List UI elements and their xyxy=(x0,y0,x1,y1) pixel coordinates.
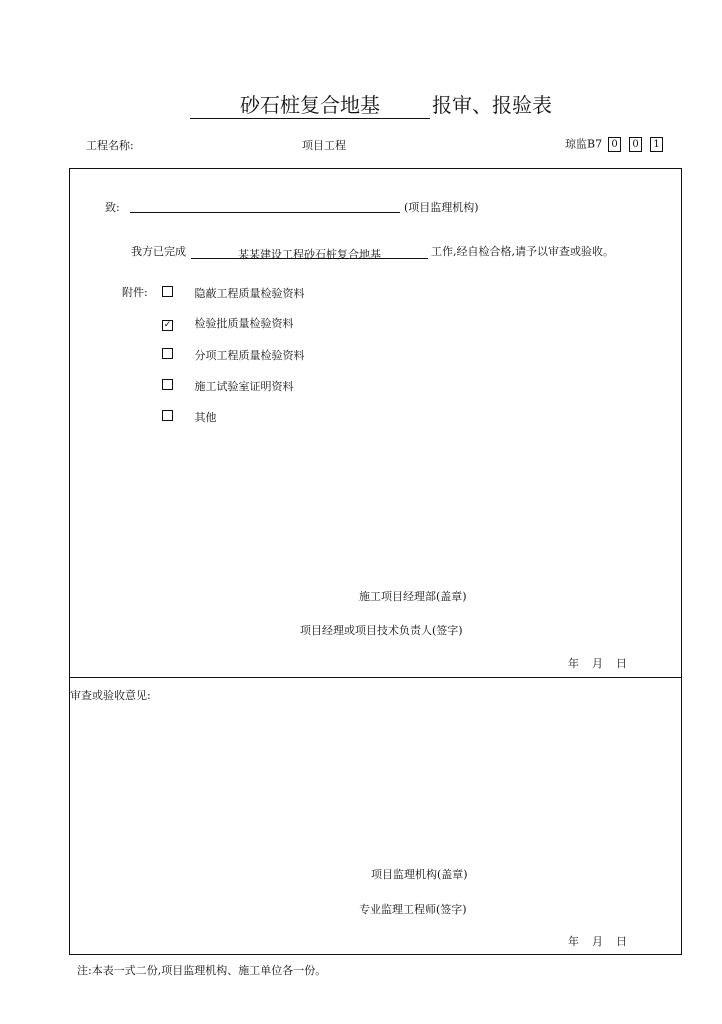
form-code-digit: 0 xyxy=(608,137,621,152)
project-name-value: 项目工程 xyxy=(302,139,346,152)
date-day: 日 xyxy=(616,935,627,948)
attachment-item[interactable] xyxy=(162,348,305,363)
attachment-item[interactable] xyxy=(162,379,294,394)
checkbox-icon[interactable] xyxy=(162,379,173,390)
project-name-label: 工程名称: xyxy=(86,139,134,152)
title-suffix: 报审、报验表 xyxy=(432,93,552,117)
checked-checkbox-icon[interactable]: ✓ xyxy=(163,320,172,330)
checkbox-icon[interactable] xyxy=(162,286,173,297)
completed-prefix: 我方已完成 xyxy=(131,245,186,258)
attachment-item[interactable] xyxy=(162,286,305,301)
attachment-label: 附件: xyxy=(122,286,148,299)
attachment-item-label: 施工试验室证明资料 xyxy=(194,380,294,393)
date-month: 月 xyxy=(592,657,603,670)
attachment-item[interactable] xyxy=(162,410,217,425)
attachment-item-label: 检验批质量检验资料 xyxy=(194,317,294,330)
section-divider xyxy=(69,677,682,678)
form-code-digit: 1 xyxy=(650,137,663,152)
footer-note: 注:本表一式二份,项目监理机构、施工单位各一份。 xyxy=(77,964,327,977)
completed-item-field[interactable] xyxy=(191,243,428,259)
to-suffix: (项目监理机构) xyxy=(404,201,479,214)
engineer-sign-label: 专业监理工程师(签字) xyxy=(359,903,467,916)
date-line xyxy=(568,935,627,949)
checkbox-icon[interactable] xyxy=(162,410,173,421)
attachment-item-label: 其他 xyxy=(194,411,217,424)
org-seal-label: 项目监理机构(盖章) xyxy=(371,868,468,881)
manager-sign-label: 项目经理或项目技术负责人(签字) xyxy=(300,624,463,637)
attachment-item[interactable] xyxy=(162,317,294,331)
date-year: 年 xyxy=(568,935,579,948)
date-day: 日 xyxy=(616,657,627,670)
title-subject-field xyxy=(190,92,430,119)
opinion-label: 审查或验收意见: xyxy=(70,689,151,702)
form-code-digit: 0 xyxy=(629,137,642,152)
date-year: 年 xyxy=(568,657,579,670)
to-recipient-field[interactable] xyxy=(130,198,400,213)
completed-item-value: 某某建设工程砂石桩复合地基 xyxy=(238,248,381,261)
form-code xyxy=(565,137,663,152)
form-code-prefix: 琼监B7 xyxy=(565,137,603,151)
to-label: 致: xyxy=(105,201,120,214)
title-subject: 砂石桩复合地基 xyxy=(240,93,380,117)
dept-seal-label: 施工项目经理部(盖章) xyxy=(359,590,467,603)
date-month: 月 xyxy=(592,935,603,948)
checkbox-icon[interactable] xyxy=(162,348,173,359)
completed-suffix: 工作,经自检合格,请予以审查或验收。 xyxy=(431,245,614,258)
date-line xyxy=(568,657,627,671)
attachment-item-label: 分项工程质量检验资料 xyxy=(194,349,305,362)
attachment-item-label: 隐蔽工程质量检验资料 xyxy=(194,287,305,300)
form-title xyxy=(190,92,552,126)
opinion-text-area[interactable] xyxy=(80,710,670,850)
